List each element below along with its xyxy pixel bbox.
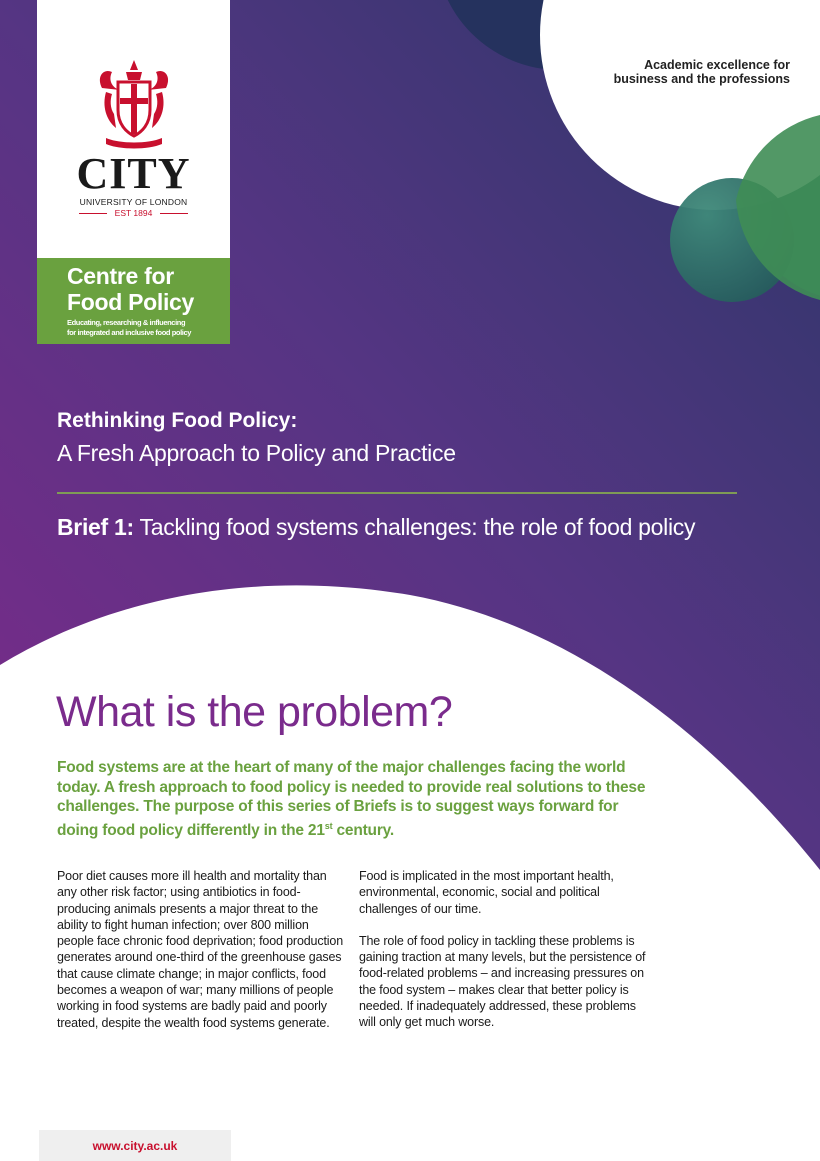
header-tagline	[614, 58, 790, 86]
website-link[interactable]: www.city.ac.uk	[92, 1139, 178, 1153]
crest-icon	[92, 58, 176, 150]
lead-end: century.	[332, 821, 395, 839]
section-heading: What is the problem?	[56, 688, 453, 736]
centre-tagline-line-2: for integrated and inclusive food policy	[67, 328, 192, 337]
tagline-line-2: business and the professions	[613, 72, 790, 86]
lead-paragraph	[57, 758, 657, 840]
centre-title-line-2: Food Policy	[67, 289, 195, 315]
tagline-line-1: Academic excellence for	[644, 58, 790, 72]
body-column-left	[57, 868, 347, 1031]
body-paragraph-left: Poor diet causes more ill health and mortality than any other risk factor; using antibiotics in food-producing animals presents a major threat to the ability to fight human infection; over 800 million people face chronic food deprivation; food production generates around one-third of the greenhouse gases that cause climate change; in major conflicts, food becomes a weapon of war; many millions of people working in food systems are badly paid and poorly treated, despite the wealth food systems generate.	[57, 869, 344, 1030]
centre-tagline	[67, 318, 191, 338]
university-subtitle: UNIVERSITY OF LONDON	[79, 197, 188, 207]
series-title: Rethinking Food Policy:	[57, 409, 298, 432]
est-rule-right	[160, 213, 188, 214]
lead-text: Food systems are at the heart of many of the major challenges facing the world today. A fresh approach to food policy is needed to provide real solutions to these challenges. The purpose of this series of Briefs is to suggest ways forward for doing food policy differently in the 21	[57, 759, 646, 839]
centre-title-line-1: Centre for	[67, 263, 174, 289]
header-divider	[57, 492, 737, 494]
brief-title: Tackling food systems challenges: the role of food policy	[133, 514, 696, 540]
centre-tagline-line-1: Educating, researching & influencing	[67, 318, 186, 327]
body-column-right	[359, 868, 654, 1047]
brief-label: Brief 1:	[57, 514, 134, 540]
body-paragraph-right-2: The role of food policy in tackling these problems is gaining traction at many levels, but the persistence of food-related problems – and increasing pressures on the food system – makes clear that better policy is needed. If inadequately addressed, these problems will only get much worse.	[359, 933, 646, 1030]
established-year: EST 1894	[114, 208, 153, 218]
city-wordmark: CITY	[76, 149, 191, 198]
brief-heading	[57, 514, 695, 541]
body-paragraph-right-1: Food is implicated in the most important health, environmental, economic, social and political challenges of our time.	[359, 869, 614, 916]
footer-bar	[39, 1130, 231, 1161]
centre-title	[67, 263, 194, 315]
city-logo	[37, 0, 230, 258]
series-subtitle: A Fresh Approach to Policy and Practice	[57, 440, 456, 466]
centre-for-food-policy-badge	[37, 258, 230, 344]
lead-superscript: st	[324, 820, 333, 831]
